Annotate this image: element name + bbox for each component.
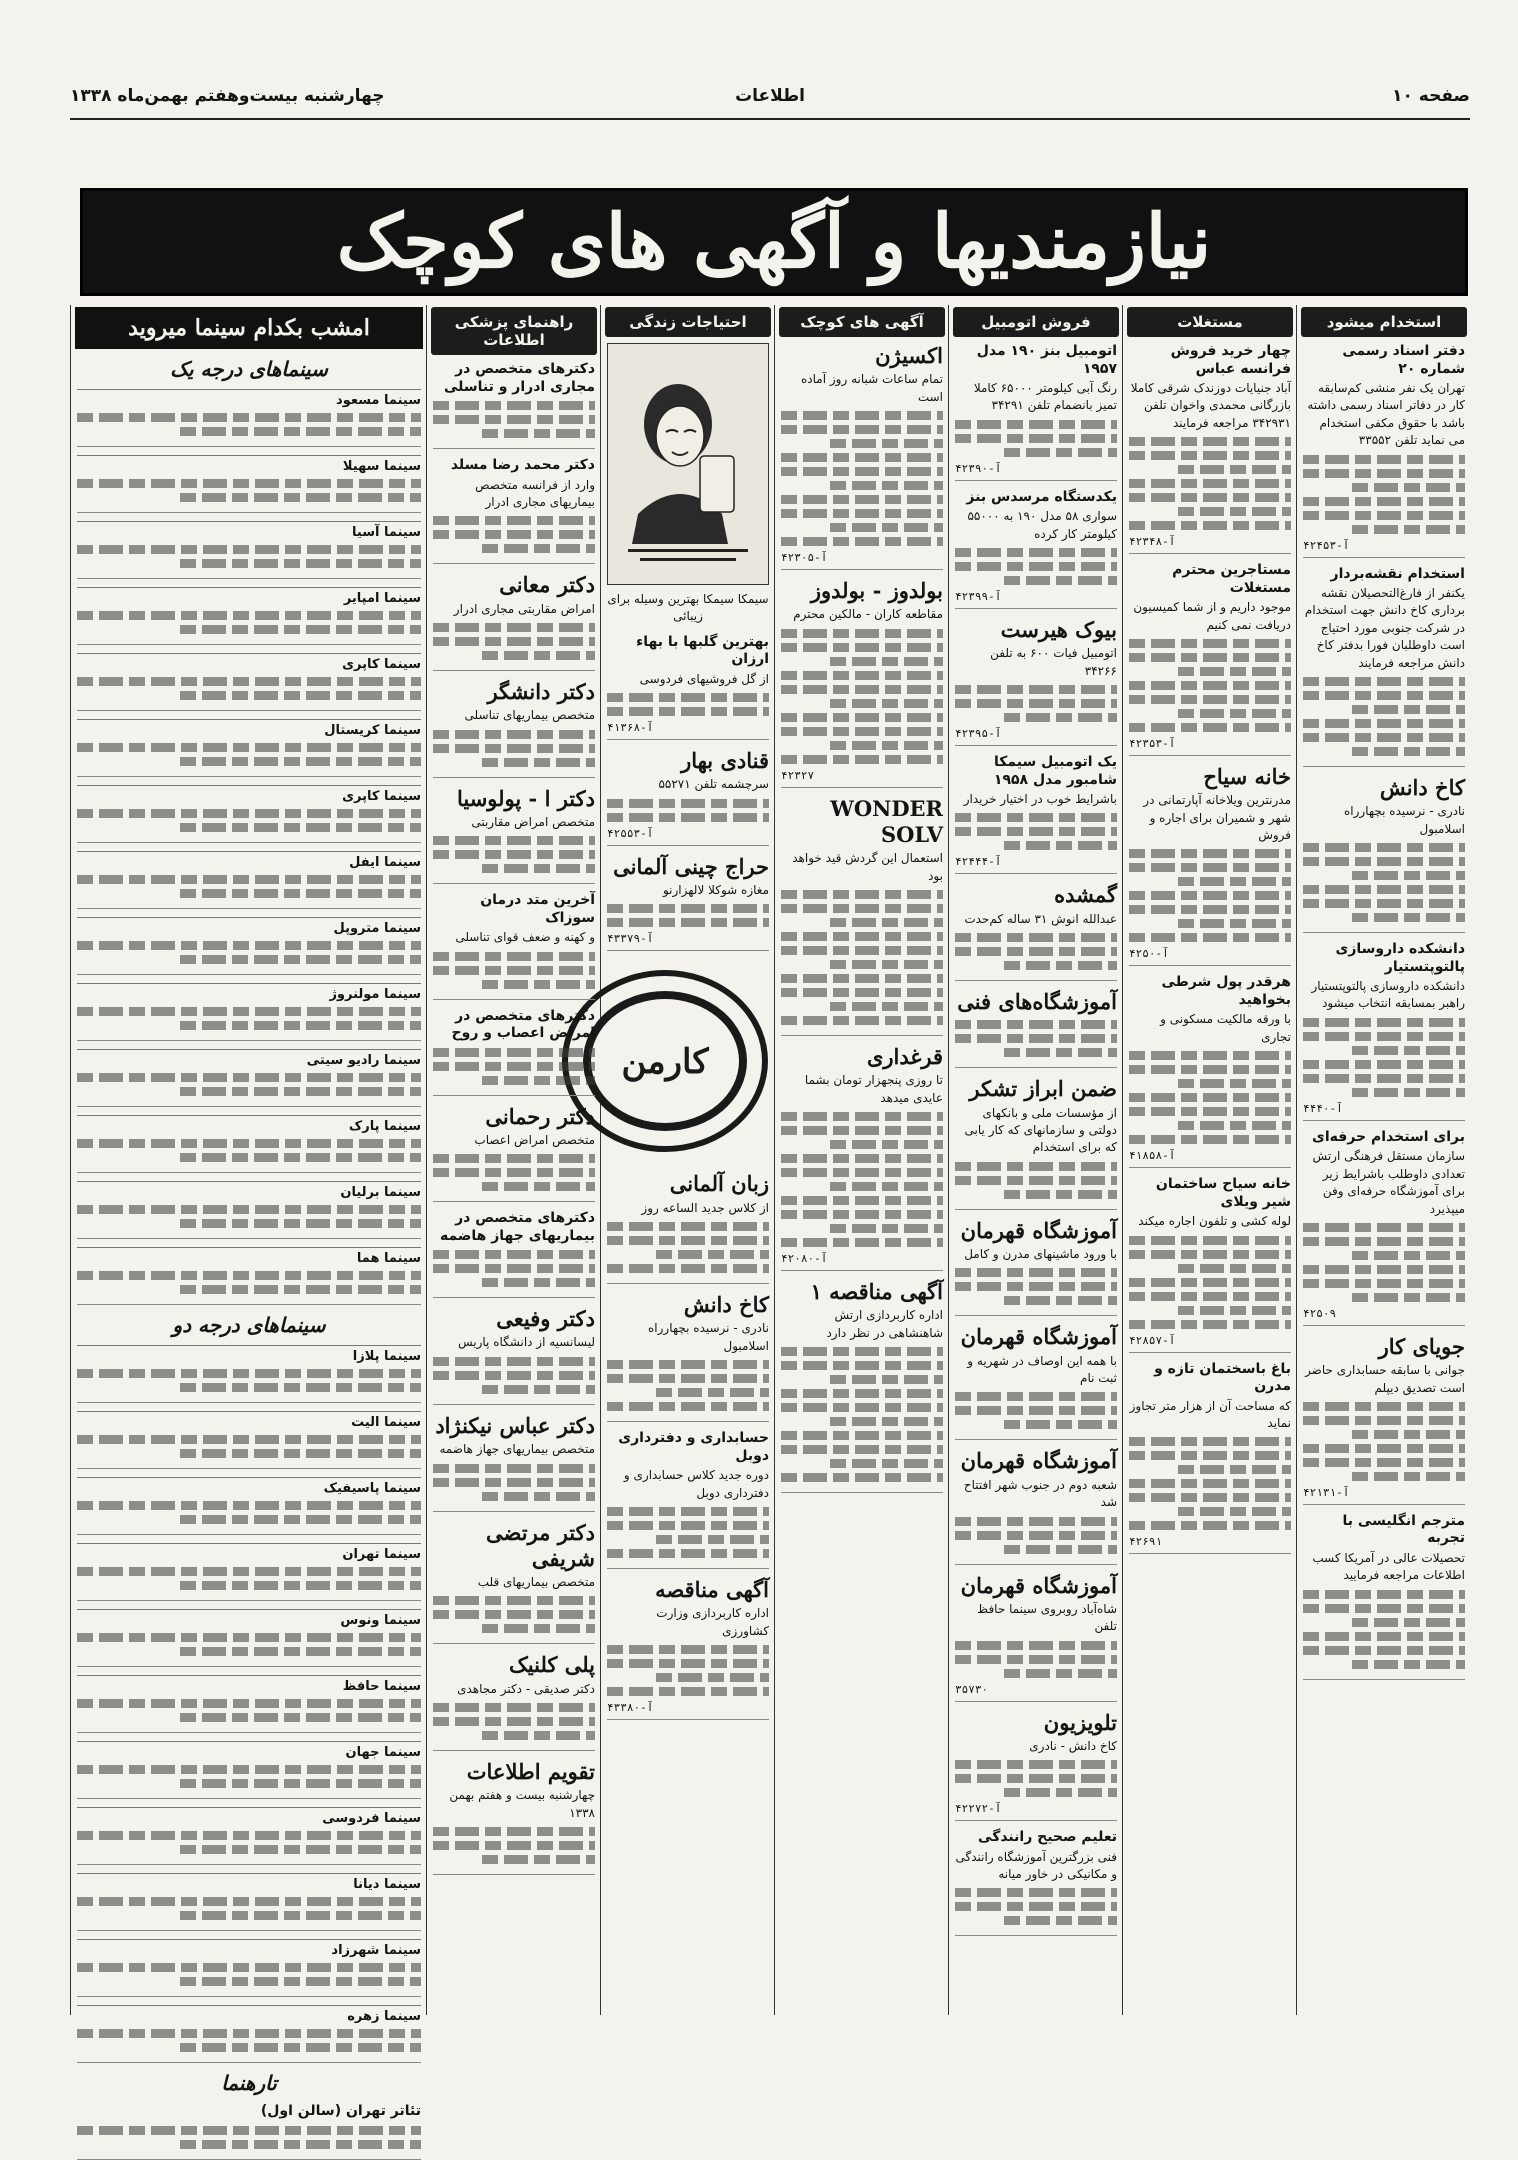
ad-body: باشرایط خوب در اختیار خریدار [963, 792, 1117, 807]
ad-body: متخصص بیماریهای تناسلی [464, 708, 595, 723]
cinema-name: سینما پلازا [77, 1345, 421, 1364]
ad-body: عبدالله انوش ۳۱ ساله کم‌حدت [964, 911, 1117, 926]
running-head [70, 84, 1470, 120]
ad-title: کاخ دانش [683, 1292, 769, 1318]
cinema-listing [77, 851, 421, 909]
ad-body: نادری - نرسیده بچهارراه اسلامبول [647, 1321, 769, 1353]
column-heading: راهنمای پزشکی اطلاعات [431, 307, 597, 355]
classified-ad [607, 1430, 769, 1569]
ad-title: باغ باسختمان تازه و مدرن [1154, 1360, 1291, 1395]
ad-title: بولدوز - بولدوز [810, 578, 943, 604]
classified-ad [955, 1710, 1117, 1822]
ad-title: قنادی بهار [681, 748, 769, 774]
ad-title: WONDER SOLV [830, 795, 943, 847]
classified-ad [955, 617, 1117, 746]
cinema-name: سینما کاپری [77, 653, 421, 672]
ad-body: سازمان مستقل فرهنگی ارتش تعدادی داوطلب باشرایط زیر برای آموزشگاه حرفه‌ای وفن میپذیرد [1312, 1149, 1465, 1216]
cinema-listing [77, 1411, 421, 1469]
ad-title: تلویزیون [1043, 1709, 1117, 1735]
ad-body: وارد از فرانسه متخصص بیماریهای مجاری ادرار [475, 477, 595, 509]
second-class-cinemas-label: سینماهای درجه دو [172, 1313, 326, 1337]
classified-ad [955, 1829, 1117, 1936]
cinema-name: سینما متروپل [77, 917, 421, 936]
classified-ad [955, 489, 1117, 609]
advertisement-illustration [607, 343, 769, 585]
ad-body: چهارشنبه بیست و هفتم بهمن ۱۳۳۸ [449, 1788, 595, 1820]
cinema-listing [77, 1609, 421, 1667]
column-small-ads [774, 305, 949, 2015]
cinema-name: سینما کاپری [77, 785, 421, 804]
ad-body: شعبه دوم در جنوب شهر افتتاح شد [963, 1477, 1117, 1510]
ad-title: تقویم اطلاعات [466, 1759, 595, 1785]
ad-title: مترجم انگلیسی با تجربه [1342, 1512, 1465, 1547]
cinema-listing [77, 1477, 421, 1535]
cinema-listing [77, 587, 421, 645]
ad-body: که مساحت آن از هزار متر تجاوز نماید [1129, 1398, 1291, 1430]
cinema-name: سینما امپایر [77, 587, 421, 606]
classified-ad [955, 1448, 1117, 1564]
classified-ad [1303, 1513, 1465, 1680]
ad-title: دانشکده داروسازی پالتوپتستیار [1335, 941, 1465, 975]
cinema-name: سینما دیانا [77, 1873, 421, 1892]
ad-body: مدرنترین ویلاخانه آپارتمانی در شهر و شمیران برای اجاره و فروش [1143, 793, 1291, 842]
cinema-listing [77, 785, 421, 843]
ad-body: دانشکده داروسازی پالتوپتستیار راهبر بمسابقه انتخاب میشود [1311, 979, 1465, 1011]
ad-body: کاخ دانش - نادری [1029, 1738, 1117, 1753]
ad-body: اتومبیل فیات ۶۰۰ به تلفن ۳۴۲۶۶ [990, 646, 1117, 678]
section-banner [80, 188, 1468, 296]
ad-title: آگهی مناقصه ۱ [810, 1278, 943, 1304]
classified-ad [781, 796, 943, 1036]
woman-portrait-illustration [608, 344, 768, 584]
ad-code: آ-۴۱۸۵۸ [1129, 1149, 1176, 1163]
classified-ad [1303, 941, 1465, 1121]
classified-ad [433, 572, 595, 671]
ad-body: اداره کاربردازی ارتش شاهنشاهی در نظر دارد [826, 1308, 943, 1340]
ad-title: اکسیژن [875, 343, 943, 368]
ad-title: خانه سیاح [1203, 763, 1291, 789]
cinema-name: سینما ایفل [77, 851, 421, 870]
ad-title: بهترین گلبها با بهاء ارزان [636, 633, 769, 668]
ad-code: آ-۴۲۳۹۵ [955, 727, 1002, 741]
classified-ad [433, 1306, 595, 1405]
ad-body: سرچشمه تلفن ۵۵۲۷۱ [658, 777, 769, 792]
cinema-listing [77, 1115, 421, 1173]
classified-ad [781, 578, 943, 788]
classified-ad [781, 1044, 943, 1271]
classified-ad [433, 1104, 595, 1203]
ad-title: آموزشگاه قهرمان [960, 1217, 1117, 1243]
ad-body: جوانی با سابقه حسابداری حاضر است تصدیق دیپلم [1305, 1363, 1465, 1395]
cinema-listing [77, 389, 421, 447]
ad-code: آ-۴۴۴۰ [1303, 1101, 1343, 1115]
ad-title: استخدام نقشه‌بردار [1330, 565, 1465, 582]
ad-body: از مؤسسات ملی و بانکهای دولتی و سازمانهای که کار یابی که برای استخدام [964, 1105, 1117, 1155]
ad-body: با همه این اوصاف در شهریه و ثبت نام [967, 1353, 1117, 1386]
classified-ad [607, 854, 769, 952]
column-cinema [70, 305, 427, 2119]
cinema-listing [77, 455, 421, 513]
ad-body: متخصص بیماریهای جهاز هاضمه [439, 1442, 595, 1457]
cinema-name: سینما کریستال [77, 719, 421, 738]
ad-code: آ-۴۲۲۷۲ [955, 1802, 1002, 1816]
classified-ad [1129, 1176, 1291, 1352]
classified-ad [607, 1577, 769, 1720]
classified-ad [955, 882, 1117, 981]
ad-code: ۴۲۳۲۷ [781, 768, 815, 782]
classified-ad [607, 634, 769, 740]
ad-body: مغازه شوکلا لالهزارنو [662, 883, 769, 898]
cinema-name: سینما ونوس [77, 1609, 421, 1628]
ad-title: دفتر اسناد رسمی شماره ۲۰ [1342, 343, 1465, 377]
cinema-name: سینما رادیو سیتی [77, 1049, 421, 1068]
classified-ad [1129, 562, 1291, 756]
ad-body: دوره جدید کلاس حسابداری و دفترداری دوبل [623, 1468, 769, 1500]
column-heading: فروش اتومبیل [953, 307, 1119, 337]
classified-ad [781, 1279, 943, 1493]
cinema-name: سینما فردوسی [77, 1807, 421, 1826]
ad-title: دکترهای متخصص در مجاری ادرار و تناسلی [443, 361, 595, 395]
ad-title: پلی کلنیک [508, 1652, 595, 1678]
ad-code: آ-۴۲۴۵۳ [1303, 538, 1350, 552]
cinema-name: سینما سهیلا [77, 455, 421, 474]
ad-code: ۴۲۵۰۹ [1303, 1306, 1337, 1320]
cinema-heading: امشب بکدام سینما میروید [75, 307, 423, 349]
ad-code: ۳۵۷۳۰ [955, 1682, 989, 1696]
ad-title: دکترهای متخصص در امراض اعصاب و روح [451, 1007, 595, 1042]
classified-ad [1303, 566, 1465, 767]
issue-date: چهارشنبه بیست‌وهفتم بهمن‌ماه ۱۳۳۸ [70, 86, 385, 106]
column-heading: احتیاجات زندگی [605, 307, 771, 337]
ad-code: آ-۴۲۳۹۹ [955, 590, 1002, 604]
cinema-listing [77, 1049, 421, 1107]
ad-body: اداره کاربردازی وزارت کشاورزی [656, 1606, 769, 1638]
page-number: صفحه ۱۰ [1392, 86, 1470, 106]
ad-title: دکتر معانی [499, 572, 595, 598]
ad-title: آخرین متد درمان سوزاک [480, 892, 595, 926]
classified-ad [955, 1573, 1117, 1702]
ad-title: دکتر وفیعی [496, 1306, 595, 1332]
ad-body: از گل فروشیهای فردوسی [639, 671, 769, 686]
ad-code: آ-۴۲۳۴۸ [1129, 535, 1176, 549]
classified-ad [433, 1413, 595, 1512]
classified-ad [1129, 974, 1291, 1168]
classified-ad [433, 679, 595, 778]
cinema-listing [77, 1345, 421, 1403]
cinema-listing [77, 1675, 421, 1733]
banner-title: نیازمندیها و آگهی های کوچک [336, 199, 1212, 285]
ad-body: تا روزی پنجهزار تومان بشما عایدی میدهد [804, 1073, 943, 1105]
ad-title: هرقدر پول شرطی بخواهید [1161, 974, 1291, 1008]
ad-body: تحصیلات عالی در آمریکا کسب اطلاعات مراجعه فرمایید [1312, 1550, 1465, 1583]
ad-title: تعلیم صحیح رانندگی [978, 1829, 1117, 1846]
cinema-listing [77, 1741, 421, 1799]
ad-body: دکتر صدیقی - دکتر مجاهدی [457, 1681, 595, 1696]
classified-ad [433, 1520, 595, 1645]
ad-body: فنی بزرگترین آموزشگاه رانندگی و مکانیکی در خاور میانه [955, 1849, 1117, 1882]
cinema-name: سینما حافظ [77, 1675, 421, 1694]
column-medical-guide [426, 305, 601, 2015]
cinema-listing [77, 719, 421, 777]
ad-title: چهار خرید فروش فرانسه عباس [1170, 343, 1291, 377]
ad-body: لوله کشی و تلفون اجاره میکند [1138, 1214, 1291, 1229]
theater-listing [77, 2103, 421, 2160]
classified-ad [1303, 775, 1465, 933]
ad-title: بیوک هیرست [1000, 617, 1117, 643]
cinema-name: سینما مولنروژ [77, 983, 421, 1002]
classified-ad [433, 892, 595, 999]
ad-code: آ-۴۳۳۷۹ [607, 932, 654, 946]
ad-body: متخصص امراض مقاربتی [471, 814, 595, 829]
ad-title: دکتر عباس نیکنژاد [435, 1412, 595, 1438]
cinema-listing [77, 1247, 421, 1305]
ad-body: آباد جنیایات دوزندک شرقی کاملا بازرگانی محمدی واخوان تلفن ۳۴۲۹۳۱ مراجعه فرمایند [1130, 381, 1291, 430]
ad-title: قرغداری [866, 1043, 943, 1069]
ad-title: خانه سیاح ساختمان شیر ویلای [1155, 1176, 1291, 1210]
classified-ad [433, 457, 595, 564]
ad-body: با ورقه مالکیت مسکونی و تجاری [1160, 1012, 1291, 1044]
column-heading: استخدام میشود [1301, 307, 1467, 337]
ad-title: دکتر ا - پولوسیا [456, 785, 595, 811]
classified-ad [433, 1008, 595, 1096]
column-employment [1296, 305, 1471, 2015]
column-auto-sales [948, 305, 1123, 2015]
classified-ad [607, 1292, 769, 1422]
ad-code: آ-۴۲۰۸۰ [781, 1251, 828, 1265]
theater-name: تئاتر تهران (سالن اول) [260, 2103, 421, 2119]
ad-code: آ-۴۲۱۳۱ [1303, 1485, 1350, 1499]
cinema-name: سینما شهرزاد [77, 1939, 421, 1958]
cinema-name: سینما جهان [77, 1741, 421, 1760]
classified-ad [1129, 1361, 1291, 1555]
classified-ad [955, 754, 1117, 874]
ad-body: متخصص امراض اعصاب [474, 1132, 595, 1147]
ad-body: تمام ساعات شبانه روز آماده است [801, 372, 943, 404]
column-real-estate [1122, 305, 1297, 2015]
classified-ad [1303, 1334, 1465, 1505]
cinema-name: سینما پاسیفیک [77, 1477, 421, 1496]
illustration-caption: سیمکا سیمکا بهترین وسیله برای زیبائی [607, 592, 769, 624]
ad-code: آ-۴۲۴۴۴ [955, 855, 1002, 869]
ad-title: یک اتومبیل سیمکا شامبور مدل ۱۹۵۸ [993, 754, 1117, 788]
first-class-cinemas-label: سینماهای درجه یک [170, 357, 328, 381]
ad-title: یکدستگاه مرسدس بنز [966, 488, 1117, 505]
ad-body: استعمال این گردش قید خواهد بود [792, 851, 943, 883]
ad-body: امراض مقاربتی مجاری ادرار [453, 601, 595, 616]
classified-ad [781, 343, 943, 570]
ad-title: آموزشگاه قهرمان [960, 1572, 1117, 1598]
ad-title: دکتر دانشگر [487, 678, 595, 704]
classified-ad [955, 1324, 1117, 1440]
ad-body: رنگ آبی کیلومتر ۶۵۰۰۰ کاملا تمیز بانضمام تلفن ۳۴۲۹۱ [973, 381, 1117, 413]
ad-title: دکتر رحمانی [485, 1103, 595, 1129]
ad-body: تهران یک نفر منشی کم‌سابقه کار در دفاتر اسناد رسمی داشته باشد با حقوق مکفی استخدام می نماید تلفن ۳۳۵۵۲ [1307, 381, 1465, 448]
ad-title: اتومبیل بنز ۱۹۰ مدل ۱۹۵۷ [976, 343, 1117, 377]
classified-ad [1303, 1129, 1465, 1326]
cinema-name: سینما پارک [77, 1115, 421, 1134]
ad-code: آ-۴۲۵۰ [1129, 947, 1169, 961]
classified-ad [433, 361, 595, 449]
ad-title: گمشده [1054, 882, 1117, 908]
cinema-name: سینما هما [77, 1247, 421, 1266]
cinema-name: سینما تهران [77, 1543, 421, 1562]
classified-ad [433, 1759, 595, 1875]
ad-title: دکتر محمد رضا مسلد [450, 457, 595, 473]
ad-columns [70, 305, 1470, 2119]
classified-ad [955, 1076, 1117, 1209]
ad-code: آ-۴۲۳۹۰ [955, 461, 1002, 475]
ad-title: مستاجرین محترم مستغلات [1172, 562, 1291, 596]
cinema-listing [77, 2005, 421, 2063]
column-life-needs [600, 305, 775, 2015]
cinema-name: سینما برلیان [77, 1181, 421, 1200]
classified-ad [607, 748, 769, 846]
ad-title: حراج چینی آلمانی [613, 853, 769, 879]
ad-body: نادری - نرسیده بچهارراه اسلامبول [1343, 804, 1465, 836]
ad-title: دکتر مرتضی شریفی [486, 1519, 595, 1571]
classified-ad [433, 1652, 595, 1751]
ad-title: حسابداری و دفترداری دوبل [618, 1430, 769, 1464]
classified-ad [955, 989, 1117, 1068]
newspaper-page [70, 60, 1470, 2119]
classified-ad [1129, 343, 1291, 554]
column-heading: آگهی های کوچک [779, 307, 945, 337]
classified-ad [955, 1218, 1117, 1317]
newspaper-name: اطلاعات [735, 86, 805, 106]
ad-title: ضمن ابراز تشکر [969, 1076, 1117, 1102]
ad-title: دکترهای متخصص در بیماریهای جهاز هاضمه [439, 1210, 595, 1244]
ad-code: آ-۴۱۳۶۸ [607, 721, 654, 735]
ad-code: آ-۴۲۸۵۷ [1129, 1333, 1176, 1347]
ad-body: متخصص بیماریهای قلب [477, 1575, 595, 1590]
ad-code: ۴۲۶۹۱ [1129, 1535, 1163, 1549]
ad-body: شاه‌آباد روبروی سینما حافظ تلفن [977, 1601, 1117, 1634]
ad-title: آموزشگاه قهرمان [960, 1448, 1117, 1474]
ad-body: یکنفر از فارغ‌التحصیلان نقشه برداری کاخ دانش جهت استخدام در شرکت جنوبی مورد احتیاج است داوطلبان فورا بدفتر کاخ دانش مراجعه فرمایند [1304, 586, 1465, 670]
ad-code: آ-۴۲۵۵۳ [607, 826, 654, 840]
cinema-listing [77, 1807, 421, 1865]
theater-guide-label: تارهنما [221, 2071, 277, 2095]
cinema-name: سینما الیت [77, 1411, 421, 1430]
cinema-listing [77, 1873, 421, 1931]
cinema-name: سینما آسیا [77, 521, 421, 540]
classified-ad [1129, 764, 1291, 966]
classified-ad [433, 1210, 595, 1298]
classified-ad [1303, 343, 1465, 558]
cinema-listing [77, 983, 421, 1041]
cinema-listing [77, 521, 421, 579]
column-heading: مستغلات [1127, 307, 1293, 337]
ad-body: موجود داریم و از شما کمیسیون دریافت نمی کنیم [1133, 600, 1291, 632]
ad-title: برای استخدام حرفه‌ای [1312, 1128, 1465, 1145]
cinema-listing [77, 1543, 421, 1601]
ad-body: سواری ۵۸ مدل ۱۹۰ به ۵۵۰۰۰ کیلومتر کار کرده [967, 509, 1117, 541]
ad-body: لیسانسیه از دانشگاه پاریس [457, 1335, 595, 1350]
classified-ad [607, 1171, 769, 1284]
ad-code: آ-۴۳۳۸۰ [607, 1700, 654, 1714]
ad-title: آموزشگاه قهرمان [960, 1324, 1117, 1350]
cinema-listing [77, 653, 421, 711]
cinema-listing [77, 1939, 421, 1997]
ad-body: مقاطعه کاران - مالکین محترم [793, 607, 943, 622]
classified-ad [955, 343, 1117, 481]
ad-body: از کلاس جدید الساعه روز [641, 1200, 769, 1215]
ad-title: آگهی مناقصه [655, 1576, 769, 1602]
ad-code: آ-۴۲۳۵۳ [1129, 736, 1176, 750]
ad-title: کاخ دانش [1379, 775, 1465, 801]
ad-body: و کهنه و ضعف قوای تناسلی [455, 930, 595, 945]
cinema-listing [77, 1181, 421, 1239]
classified-ad [433, 786, 595, 885]
ad-body: با ورود ماشینهای مدرن و کامل [964, 1247, 1117, 1262]
ad-title: زبان آلمانی [669, 1171, 769, 1197]
svg-text:کارمن: کارمن [621, 1042, 709, 1083]
ad-code: آ-۴۲۳۰۵ [781, 551, 828, 565]
cinema-name: سینما مسعود [77, 389, 421, 408]
ad-title: جویای کار [1378, 1333, 1465, 1359]
cinema-listing [77, 917, 421, 975]
cinema-name: سینما زهره [77, 2005, 421, 2024]
ad-title: آموزشگاه‌های فنی [957, 989, 1117, 1015]
